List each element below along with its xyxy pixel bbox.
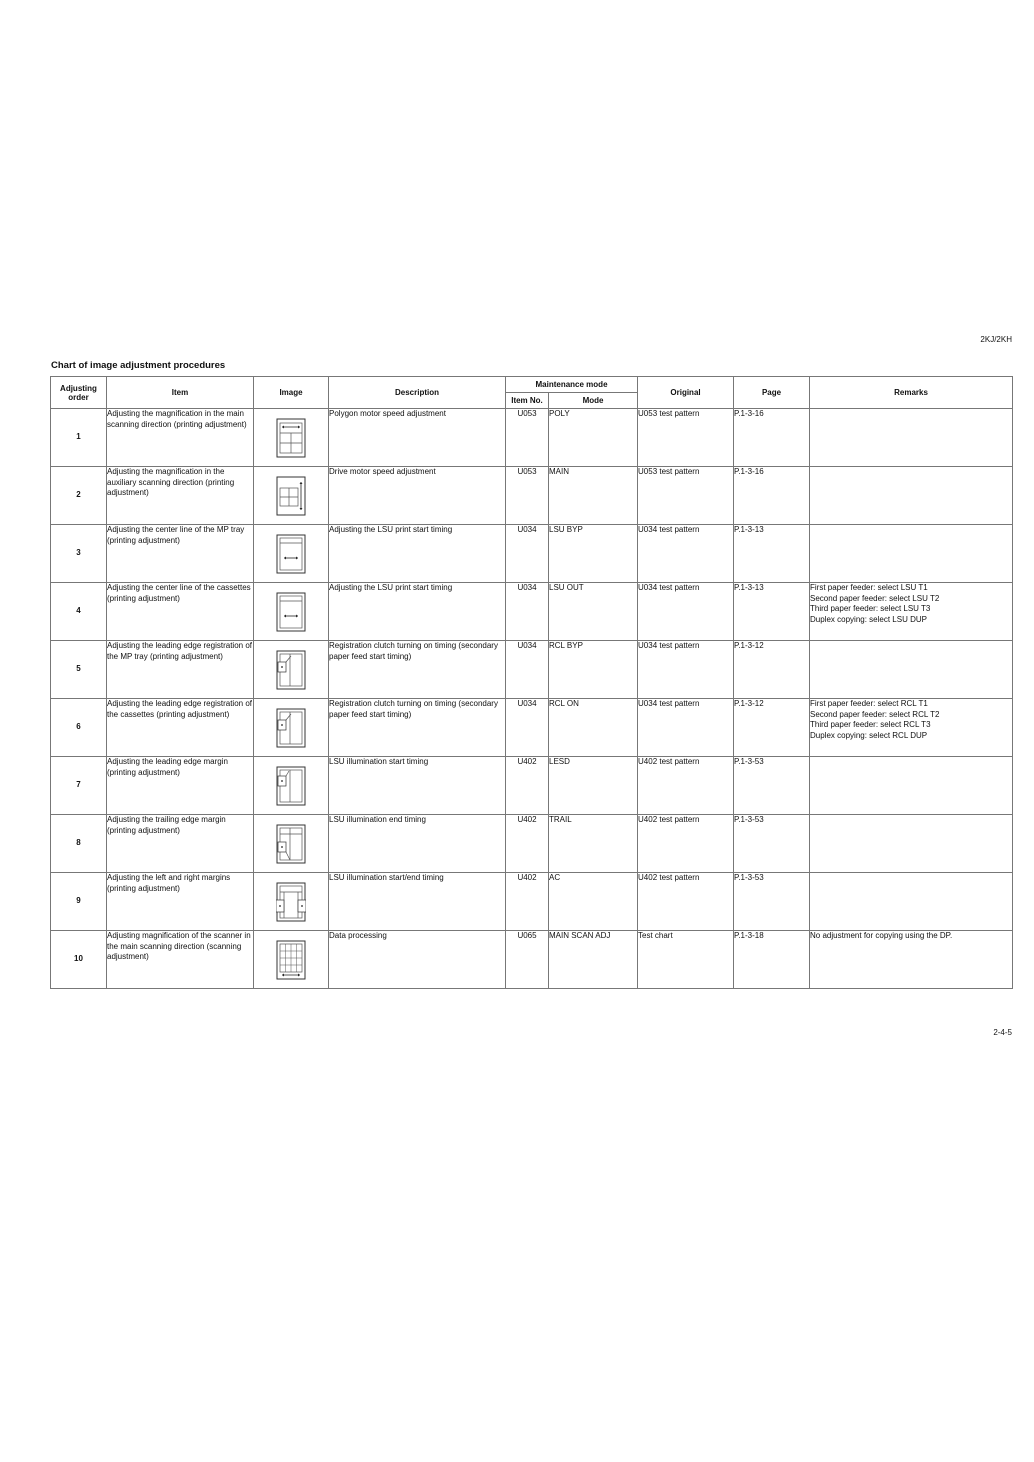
header-image: Image <box>254 377 329 409</box>
adjustment-procedures-table <box>50 376 1013 989</box>
item-cell: Adjusting the center line of the MP tray (printing adjustment) <box>107 525 254 583</box>
page-cell: P.1-3-16 <box>734 409 810 467</box>
original-cell: U034 test pattern <box>638 525 734 583</box>
item-cell: Adjusting the leading edge registration of the MP tray (printing adjustment) <box>107 641 254 699</box>
remark-line: Second paper feeder: select LSU T2 <box>810 593 940 603</box>
remark-line: Duplex copying: select RCL DUP <box>810 730 928 740</box>
center-line-diagram-icon <box>276 592 306 632</box>
table-row <box>51 815 1013 873</box>
item-no-cell: U034 <box>506 641 549 699</box>
item-cell: Adjusting the leading edge registration of the cassettes (printing adjustment) <box>107 699 254 757</box>
remarks-cell <box>810 699 1013 757</box>
item-cell: Adjusting the left and right margins (printing adjustment) <box>107 873 254 931</box>
adjusting-order-cell: 1 <box>51 409 107 467</box>
remarks-cell <box>810 583 1013 641</box>
item-cell: Adjusting magnification of the scanner in the main scanning direction (scanning adjustment) <box>107 931 254 989</box>
page-cell: P.1-3-16 <box>734 467 810 525</box>
original-cell: U034 test pattern <box>638 641 734 699</box>
table-row <box>51 641 1013 699</box>
remarks-cell <box>810 873 1013 931</box>
header-maintenance-mode: Maintenance mode <box>506 377 638 393</box>
remarks-cell <box>810 815 1013 873</box>
header-item: Item <box>107 377 254 409</box>
description-cell: Adjusting the LSU print start timing <box>329 525 506 583</box>
item-no-cell: U034 <box>506 699 549 757</box>
remark-line: No adjustment for copying using the DP. <box>810 931 953 940</box>
trailing-edge-margin-diagram-icon <box>276 824 306 864</box>
header-page: Page <box>734 377 810 409</box>
item-no-cell: U402 <box>506 757 549 815</box>
table-row <box>51 931 1013 989</box>
description-cell: LSU illumination start/end timing <box>329 873 506 931</box>
header-mode: Mode <box>549 393 638 409</box>
mode-cell: MAIN <box>549 467 638 525</box>
description-cell: LSU illumination end timing <box>329 815 506 873</box>
original-cell: U053 test pattern <box>638 409 734 467</box>
mode-cell: RCL BYP <box>549 641 638 699</box>
original-cell: U034 test pattern <box>638 583 734 641</box>
remarks-cell <box>810 467 1013 525</box>
remarks-cell <box>810 409 1013 467</box>
mode-cell: POLY <box>549 409 638 467</box>
leading-edge-margin-diagram-icon <box>276 766 306 806</box>
remarks-cell <box>810 525 1013 583</box>
remarks-cell <box>810 757 1013 815</box>
mode-cell: LESD <box>549 757 638 815</box>
mode-cell: MAIN SCAN ADJ <box>549 931 638 989</box>
table-row <box>51 699 1013 757</box>
description-cell: LSU illumination start timing <box>329 757 506 815</box>
item-no-cell: U402 <box>506 815 549 873</box>
image-cell <box>254 873 329 931</box>
adjusting-order-cell: 7 <box>51 757 107 815</box>
mode-cell: AC <box>549 873 638 931</box>
image-cell <box>254 699 329 757</box>
adjusting-order-cell: 2 <box>51 467 107 525</box>
table-row <box>51 873 1013 931</box>
chart-title: Chart of image adjustment procedures <box>51 360 226 371</box>
image-cell <box>254 409 329 467</box>
item-no-cell: U053 <box>506 467 549 525</box>
image-cell <box>254 815 329 873</box>
adjusting-order-cell: 6 <box>51 699 107 757</box>
remarks-cell <box>810 641 1013 699</box>
item-cell: Adjusting the magnification in the auxiliary scanning direction (printing adjustment) <box>107 467 254 525</box>
page-number: 2-4-5 <box>993 1028 1012 1037</box>
description-cell: Drive motor speed adjustment <box>329 467 506 525</box>
item-cell: Adjusting the leading edge margin (printing adjustment) <box>107 757 254 815</box>
header-item-no: Item No. <box>506 393 549 409</box>
description-cell: Data processing <box>329 931 506 989</box>
mode-cell: RCL ON <box>549 699 638 757</box>
remark-line: Duplex copying: select LSU DUP <box>810 614 927 624</box>
image-cell <box>254 757 329 815</box>
description-cell: Polygon motor speed adjustment <box>329 409 506 467</box>
header-adjusting-order: Adjusting order <box>51 377 107 409</box>
remark-line: First paper feeder: select LSU T1 <box>810 583 928 592</box>
page-cell: P.1-3-13 <box>734 583 810 641</box>
page-cell: P.1-3-53 <box>734 873 810 931</box>
adjusting-order-cell: 8 <box>51 815 107 873</box>
remark-line: Third paper feeder: select RCL T3 <box>810 720 931 729</box>
main-scan-magnification-diagram-icon <box>276 418 306 458</box>
adjusting-order-cell: 10 <box>51 931 107 989</box>
remark-line: Second paper feeder: select RCL T2 <box>810 709 940 719</box>
mode-cell: TRAIL <box>549 815 638 873</box>
adjusting-order-cell: 5 <box>51 641 107 699</box>
mode-cell: LSU OUT <box>549 583 638 641</box>
header-row <box>51 377 1013 393</box>
description-cell: Adjusting the LSU print start timing <box>329 583 506 641</box>
center-line-diagram-icon <box>276 534 306 574</box>
item-no-cell: U034 <box>506 525 549 583</box>
original-cell: U053 test pattern <box>638 467 734 525</box>
item-no-cell: U034 <box>506 583 549 641</box>
table-row <box>51 525 1013 583</box>
page-cell: P.1-3-18 <box>734 931 810 989</box>
item-cell: Adjusting the magnification in the main scanning direction (printing adjustment) <box>107 409 254 467</box>
page-cell: P.1-3-12 <box>734 699 810 757</box>
table-row <box>51 583 1013 641</box>
description-cell: Registration clutch turning on timing (secondary paper feed start timing) <box>329 641 506 699</box>
item-no-cell: U053 <box>506 409 549 467</box>
image-cell <box>254 931 329 989</box>
page-cell: P.1-3-53 <box>734 815 810 873</box>
adjusting-order-cell: 3 <box>51 525 107 583</box>
aux-scan-magnification-diagram-icon <box>276 476 306 516</box>
table-row <box>51 409 1013 467</box>
document-code: 2KJ/2KH <box>980 335 1012 344</box>
original-cell: U034 test pattern <box>638 699 734 757</box>
item-cell: Adjusting the trailing edge margin (printing adjustment) <box>107 815 254 873</box>
image-cell <box>254 583 329 641</box>
original-cell: U402 test pattern <box>638 873 734 931</box>
header-original: Original <box>638 377 734 409</box>
original-cell: U402 test pattern <box>638 757 734 815</box>
item-cell: Adjusting the center line of the cassettes (printing adjustment) <box>107 583 254 641</box>
image-cell <box>254 641 329 699</box>
table-row <box>51 467 1013 525</box>
page-cell: P.1-3-53 <box>734 757 810 815</box>
mode-cell: LSU BYP <box>549 525 638 583</box>
image-cell <box>254 525 329 583</box>
description-cell: Registration clutch turning on timing (secondary paper feed start timing) <box>329 699 506 757</box>
page-cell: P.1-3-13 <box>734 525 810 583</box>
remark-line: First paper feeder: select RCL T1 <box>810 699 928 708</box>
side-margins-diagram-icon <box>276 882 306 922</box>
original-cell: U402 test pattern <box>638 815 734 873</box>
header-remarks: Remarks <box>810 377 1013 409</box>
remark-line: Third paper feeder: select LSU T3 <box>810 604 931 613</box>
original-cell: Test chart <box>638 931 734 989</box>
page-cell: P.1-3-12 <box>734 641 810 699</box>
leading-edge-registration-diagram-icon <box>276 708 306 748</box>
remarks-cell <box>810 931 1013 989</box>
adjusting-order-cell: 9 <box>51 873 107 931</box>
adjusting-order-cell: 4 <box>51 583 107 641</box>
table-row <box>51 757 1013 815</box>
image-cell <box>254 467 329 525</box>
scanner-magnification-diagram-icon <box>276 940 306 980</box>
leading-edge-registration-diagram-icon <box>276 650 306 690</box>
item-no-cell: U402 <box>506 873 549 931</box>
header-description: Description <box>329 377 506 409</box>
item-no-cell: U065 <box>506 931 549 989</box>
